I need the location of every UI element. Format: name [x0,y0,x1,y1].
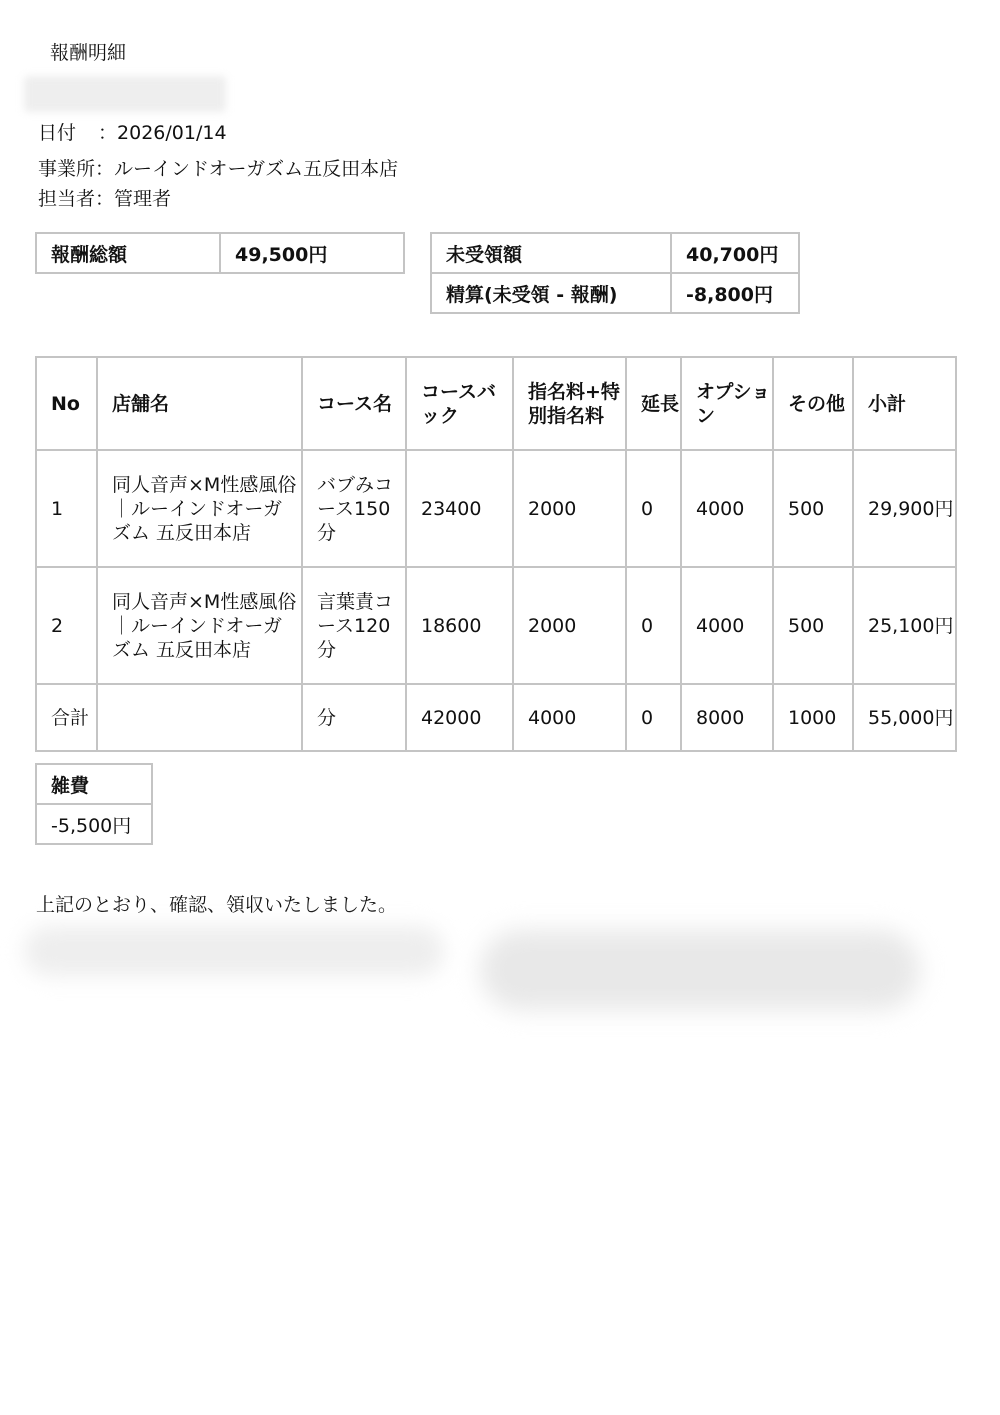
summary-settlement-table [430,232,800,314]
date-label: 日付 [38,122,77,144]
row-course: バブみコース150分 [302,450,406,567]
row-course-back: 23400 [406,450,513,567]
page-title: 報酬明細 [50,42,127,64]
header-course-back: コースバック [406,357,513,450]
total-nomination: 4000 [513,684,626,751]
redacted-name [24,76,226,112]
staff-value: 管理者 [114,188,172,210]
misc-value-row [36,804,152,844]
row-course: 言葉責コース120分 [302,567,406,684]
row-option: 4000 [681,450,773,567]
row-nomination: 2000 [513,567,626,684]
row-option: 4000 [681,567,773,684]
total-label: 合計 [36,684,97,751]
misc-expense-table [35,763,153,845]
row-store: 同人音声×M性感風俗｜ルーインドオーガズム 五反田本店 [97,567,302,684]
office-value: ルーインドオーガズム五反田本店 [114,158,399,180]
summary-total-label: 報酬総額 [36,233,220,273]
row-other: 500 [773,567,853,684]
staff-label: 担当者： [38,188,115,210]
header-course: コース名 [302,357,406,450]
table-total-row [36,684,956,751]
total-store [97,684,302,751]
summary-total-row [36,233,404,273]
row-extension: 0 [626,567,681,684]
summary-total-table [35,232,405,274]
total-subtotal: 55,000円 [853,684,956,751]
misc-header-row [36,764,152,804]
office-label: 事業所： [38,158,115,180]
row-no: 1 [36,450,97,567]
summary-unreceived-label: 未受領額 [431,233,671,273]
row-store: 同人音声×M性感風俗｜ルーインドオーガズム 五反田本店 [97,450,302,567]
table-row [36,567,956,684]
header-nomination: 指名料+特別指名料 [513,357,626,450]
row-subtotal: 29,900円 [853,450,956,567]
summary-unreceived-row [431,233,799,273]
redacted-signature-right [480,930,920,1010]
staff-line [38,184,171,211]
header-store: 店舗名 [97,357,302,450]
row-no: 2 [36,567,97,684]
total-course-back: 42000 [406,684,513,751]
summary-settlement-label: 精算(未受領 - 報酬) [431,273,671,313]
row-extension: 0 [626,450,681,567]
summary-total-value: 49,500円 [220,233,404,273]
header-option: オプション [681,357,773,450]
date-separator: ： [98,122,118,144]
misc-value: -5,500円 [36,804,152,844]
misc-label: 雑費 [36,764,152,804]
summary-unreceived-value: 40,700円 [671,233,799,273]
table-row [36,450,956,567]
header-extension: 延長 [626,357,681,450]
table-header-row [36,357,956,450]
header-other: その他 [773,357,853,450]
confirmation-text: 上記のとおり、確認、領収いたしました。 [36,894,398,916]
total-option: 8000 [681,684,773,751]
date-line [38,118,227,145]
compensation-table [35,356,957,752]
office-line [38,154,398,181]
row-other: 500 [773,450,853,567]
total-course: 分 [302,684,406,751]
summary-settlement-row [431,273,799,313]
row-course-back: 18600 [406,567,513,684]
row-nomination: 2000 [513,450,626,567]
date-value: 2026/01/14 [117,122,227,144]
total-other: 1000 [773,684,853,751]
row-subtotal: 25,100円 [853,567,956,684]
summary-settlement-value: -8,800円 [671,273,799,313]
header-no: No [36,357,97,450]
redacted-signature-left [24,926,444,976]
header-subtotal: 小計 [853,357,956,450]
total-extension: 0 [626,684,681,751]
